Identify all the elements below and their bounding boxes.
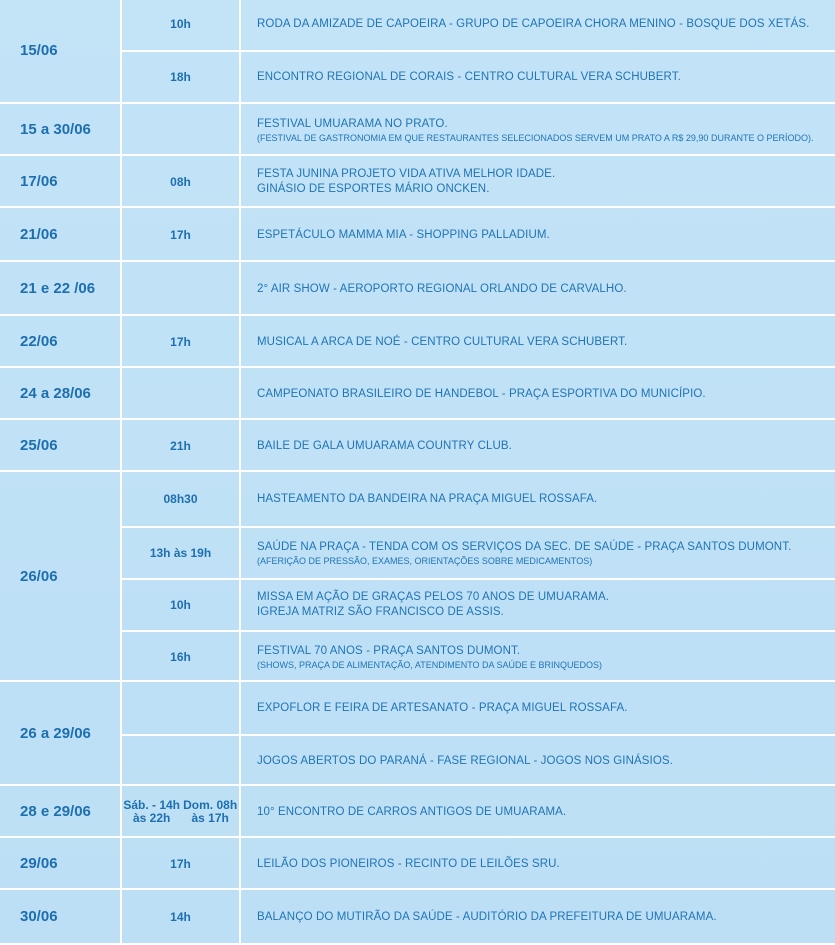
event-title-line: BAILE DE GALA UMUARAMA COUNTRY CLUB. (257, 439, 512, 452)
event-time-line: Dom. 08h às 17h (183, 798, 238, 825)
event-title-line: MUSICAL A ARCA DE NOÉ - CENTRO CULTURAL VERA SCHUBERT. (257, 335, 628, 348)
event-date: 26 a 29/06 (0, 682, 122, 784)
event-time (122, 316, 241, 368)
event-date: 21/06 (0, 208, 122, 260)
event-time (122, 890, 241, 945)
event-time-line: 21h (170, 438, 191, 453)
event-time-line: 08h (170, 174, 191, 189)
event-time (122, 52, 241, 102)
event-description (257, 156, 829, 208)
schedule-group (0, 208, 835, 262)
event-description (257, 0, 829, 50)
schedule-group (0, 104, 835, 156)
schedule-group (0, 472, 835, 682)
schedule-group (0, 890, 835, 945)
event-rows (122, 420, 835, 470)
event-date: 21 e 22 /06 (0, 262, 122, 314)
event-rows (122, 316, 835, 366)
event-title-line: EXPOFLOR E FEIRA DE ARTESANATO - PRAÇA MIGUEL ROSSAFA. (257, 701, 628, 714)
event-rows (122, 262, 835, 314)
event-row (122, 526, 835, 578)
event-time (122, 368, 241, 420)
event-description (257, 736, 829, 786)
schedule-group (0, 0, 835, 104)
event-rows (122, 472, 835, 680)
event-date: 25/06 (0, 420, 122, 470)
event-row (122, 208, 835, 262)
schedule-group (0, 682, 835, 786)
event-description (257, 420, 829, 472)
event-description (257, 316, 829, 368)
event-rows (122, 786, 835, 836)
event-date: 22/06 (0, 316, 122, 366)
event-time (122, 472, 241, 526)
event-note: (FESTIVAL DE GASTRONOMIA EM QUE RESTAURANTES SELECIONADOS SERVEM UM PRATO A R$ 29,90 DURANTE O PERÍODO). (257, 132, 814, 143)
schedule-group (0, 786, 835, 838)
event-rows (122, 682, 835, 784)
event-title-line: RODA DA AMIZADE DE CAPOEIRA - GRUPO DE CAPOEIRA CHORA MENINO - BOSQUE DOS XETÁS. (257, 17, 810, 30)
event-date: 28 e 29/06 (0, 786, 122, 836)
event-title-line: ESPETÁCULO MAMMA MIA - SHOPPING PALLADIUM. (257, 228, 550, 241)
event-time-line: 10h (170, 597, 191, 612)
event-time (122, 104, 241, 156)
event-description (257, 472, 829, 526)
event-title-line: MISSA EM AÇÃO DE GRAÇAS PELOS 70 ANOS DE UMUARAMA. (257, 591, 610, 603)
event-time-line: 17h (170, 856, 191, 871)
event-title-line: HASTEAMENTO DA BANDEIRA NA PRAÇA MIGUEL ROSSAFA. (257, 492, 598, 505)
event-description (257, 104, 829, 156)
event-description (257, 632, 829, 682)
event-description (257, 262, 829, 316)
event-time (122, 262, 241, 316)
schedule-group (0, 368, 835, 420)
event-time-line: 17h (170, 334, 191, 349)
event-description (257, 52, 829, 102)
event-description (257, 838, 829, 890)
event-title-line: 2° AIR SHOW - AEROPORTO REGIONAL ORLANDO DE CARVALHO. (257, 282, 627, 295)
event-row (122, 890, 835, 945)
event-time (122, 580, 241, 630)
event-note: (SHOWS, PRAÇA DE ALIMENTAÇÃO, ATENDIMENTO DA SAÚDE E BRINQUEDOS) (257, 659, 603, 670)
event-row (122, 50, 835, 102)
schedule-group (0, 156, 835, 208)
event-date: 29/06 (0, 838, 122, 888)
event-time (122, 528, 241, 578)
event-row (122, 682, 835, 734)
event-time (122, 786, 241, 838)
event-time (122, 838, 241, 890)
schedule-group (0, 420, 835, 472)
event-title-line: GINÁSIO DE ESPORTES MÁRIO ONCKEN. (257, 183, 490, 195)
event-title-line: 10° ENCONTRO DE CARROS ANTIGOS DE UMUARAMA. (257, 805, 567, 818)
event-row (122, 368, 835, 420)
event-time-line: 16h (170, 649, 191, 664)
event-time-line: 17h (170, 227, 191, 242)
event-title-line: FESTIVAL UMUARAMA NO PRATO. (257, 117, 448, 130)
event-title-line: IGREJA MATRIZ SÃO FRANCISCO DE ASSIS. (257, 606, 504, 618)
event-date: 26/06 (0, 472, 122, 680)
event-date: 24 a 28/06 (0, 368, 122, 418)
event-title-line: CAMPEONATO BRASILEIRO DE HANDEBOL - PRAÇA ESPORTIVA DO MUNICÍPIO. (257, 387, 706, 400)
event-row (122, 630, 835, 682)
event-time (122, 208, 241, 262)
event-title-line: ENCONTRO REGIONAL DE CORAIS - CENTRO CULTURAL VERA SCHUBERT. (257, 70, 681, 83)
event-date: 30/06 (0, 890, 122, 943)
event-time-line: 14h (170, 910, 191, 924)
event-description (257, 580, 829, 630)
event-row (122, 838, 835, 890)
event-rows (122, 890, 835, 943)
schedule-group (0, 838, 835, 890)
event-row (122, 156, 835, 208)
event-time (122, 736, 241, 786)
event-row (122, 316, 835, 368)
event-time (122, 682, 241, 734)
event-description (257, 208, 829, 262)
event-time-line: 10h (170, 16, 191, 31)
event-row (122, 104, 835, 156)
event-time-line: 13h às 19h (149, 545, 212, 560)
event-row (122, 0, 835, 50)
schedule-group (0, 316, 835, 368)
event-row (122, 420, 835, 472)
schedule-group (0, 262, 835, 316)
event-title-line: FESTIVAL 70 ANOS - PRAÇA SANTOS DUMONT. (257, 644, 521, 657)
event-time (122, 632, 241, 682)
event-description (257, 786, 829, 838)
event-date: 15/06 (0, 0, 122, 102)
event-rows (122, 156, 835, 206)
event-rows (122, 104, 835, 154)
event-rows (122, 0, 835, 102)
event-note: (AFERIÇÃO DE PRESSÃO, EXAMES, ORIENTAÇÕES SOBRE MEDICAMENTOS) (257, 555, 593, 566)
event-time-line: 18h (170, 69, 191, 84)
event-row (122, 734, 835, 786)
event-row (122, 578, 835, 630)
event-time-line: Sáb. - 14h às 22h (123, 798, 180, 825)
event-time-line: 08h30 (163, 491, 198, 506)
event-title-line: FESTA JUNINA PROJETO VIDA ATIVA MELHOR IDADE. (257, 168, 556, 180)
event-title-line: JOGOS ABERTOS DO PARANÁ - FASE REGIONAL - JOGOS NOS GINÁSIOS. (257, 754, 673, 767)
event-description (257, 368, 829, 420)
event-date: 17/06 (0, 156, 122, 206)
event-time (122, 0, 241, 50)
event-description (257, 890, 829, 945)
event-row (122, 786, 835, 838)
event-row (122, 472, 835, 526)
event-rows (122, 838, 835, 888)
event-description (257, 682, 829, 734)
event-row (122, 262, 835, 316)
event-rows (122, 368, 835, 418)
event-rows (122, 208, 835, 260)
event-title-line: BALANÇO DO MUTIRÃO DA SAÚDE - AUDITÓRIO DA PREFEITURA DE UMUARAMA. (257, 911, 717, 923)
event-date: 15 a 30/06 (0, 104, 122, 154)
event-title-line: SAÚDE NA PRAÇA - TENDA COM OS SERVIÇOS DA SEC. DE SAÚDE - PRAÇA SANTOS DUMONT. (257, 540, 792, 553)
event-description (257, 528, 829, 578)
event-time (122, 420, 241, 472)
event-time (122, 156, 241, 208)
event-title-line: LEILÃO DOS PIONEIROS - RECINTO DE LEILÕES SRU. (257, 857, 560, 870)
